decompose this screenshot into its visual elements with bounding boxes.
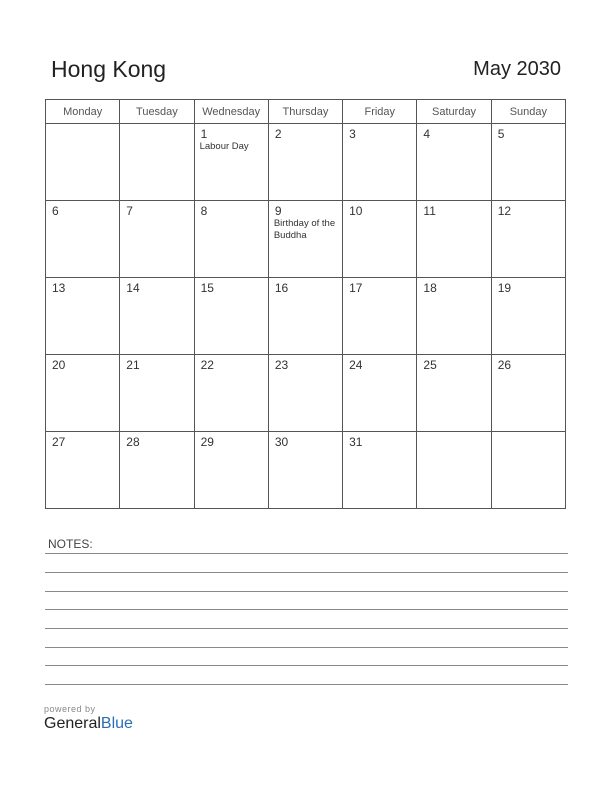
day-cell[interactable] bbox=[268, 278, 342, 355]
day-number: 3 bbox=[349, 127, 356, 141]
day-number: 6 bbox=[52, 204, 59, 218]
brand-general: General bbox=[44, 715, 101, 732]
note-line bbox=[45, 647, 568, 648]
day-number: 28 bbox=[126, 435, 140, 449]
day-number: 22 bbox=[200, 358, 214, 372]
day-cell[interactable] bbox=[417, 124, 491, 201]
day-cell[interactable] bbox=[417, 278, 491, 355]
calendar-body bbox=[46, 124, 566, 509]
day-cell[interactable] bbox=[46, 432, 120, 509]
note-line bbox=[45, 553, 568, 554]
day-number: 17 bbox=[349, 281, 363, 295]
week-row bbox=[46, 124, 566, 201]
day-number: 7 bbox=[126, 204, 133, 218]
day-number: 5 bbox=[497, 127, 505, 141]
day-number: 23 bbox=[274, 358, 289, 372]
day-cell[interactable] bbox=[194, 355, 268, 432]
week-row bbox=[46, 201, 566, 278]
calendar-region-title: Hong Kong bbox=[51, 56, 167, 82]
week-row bbox=[46, 278, 566, 355]
day-number: 20 bbox=[52, 358, 66, 372]
week-row bbox=[46, 355, 566, 432]
day-cell[interactable] bbox=[194, 278, 268, 355]
weekday-header: Tuesday bbox=[120, 100, 194, 124]
day-cell[interactable] bbox=[194, 124, 268, 201]
weekday-header: Saturday bbox=[417, 100, 491, 124]
week-row bbox=[46, 432, 566, 509]
day-cell[interactable] bbox=[343, 124, 417, 201]
note-line bbox=[45, 628, 568, 629]
day-cell[interactable] bbox=[343, 201, 417, 278]
powered-by-text: powered by bbox=[44, 704, 96, 714]
day-number: 12 bbox=[497, 204, 512, 218]
day-cell[interactable] bbox=[46, 355, 120, 432]
day-cell[interactable] bbox=[120, 201, 194, 278]
note-line bbox=[45, 591, 568, 592]
note-line bbox=[45, 665, 568, 666]
day-number: 19 bbox=[497, 281, 512, 295]
day-number: 2 bbox=[274, 127, 282, 141]
day-cell[interactable] bbox=[120, 124, 194, 201]
day-cell[interactable] bbox=[343, 432, 417, 509]
day-cell[interactable] bbox=[491, 201, 565, 278]
day-cell[interactable] bbox=[417, 201, 491, 278]
day-cell[interactable] bbox=[268, 124, 342, 201]
calendar-grid bbox=[45, 99, 566, 509]
weekday-header: Wednesday bbox=[194, 100, 268, 124]
note-line bbox=[45, 684, 568, 685]
day-number: 10 bbox=[349, 204, 363, 218]
day-cell[interactable] bbox=[268, 355, 342, 432]
day-cell[interactable] bbox=[194, 432, 268, 509]
holiday-label: Birthday of the Buddha bbox=[273, 218, 336, 241]
day-cell[interactable] bbox=[46, 124, 120, 201]
day-cell[interactable] bbox=[417, 432, 491, 509]
day-number: 21 bbox=[126, 358, 140, 372]
day-cell[interactable] bbox=[491, 355, 565, 432]
day-number: 15 bbox=[200, 281, 214, 295]
day-number: 18 bbox=[423, 281, 437, 295]
notes-label: NOTES: bbox=[48, 537, 93, 551]
day-cell[interactable] bbox=[491, 432, 565, 509]
day-number: 11 bbox=[423, 204, 436, 218]
footer-branding bbox=[44, 704, 133, 733]
day-number: 24 bbox=[349, 358, 363, 372]
note-line bbox=[45, 609, 568, 610]
brand-blue: Blue bbox=[100, 715, 133, 732]
day-cell[interactable] bbox=[268, 201, 342, 278]
weekday-header: Sunday bbox=[491, 100, 565, 124]
day-number: 16 bbox=[274, 281, 289, 295]
day-cell[interactable] bbox=[343, 355, 417, 432]
day-number: 27 bbox=[52, 435, 66, 449]
day-number: 31 bbox=[349, 435, 363, 449]
day-number: 26 bbox=[497, 358, 512, 372]
day-cell[interactable] bbox=[417, 355, 491, 432]
day-cell[interactable] bbox=[491, 278, 565, 355]
day-cell[interactable] bbox=[46, 278, 120, 355]
day-number: 8 bbox=[200, 204, 208, 218]
day-cell[interactable] bbox=[268, 432, 342, 509]
day-number: 30 bbox=[274, 435, 289, 449]
note-line bbox=[45, 572, 568, 573]
day-number: 29 bbox=[200, 435, 214, 449]
day-number: 1 bbox=[200, 127, 208, 141]
brand-logo[interactable] bbox=[44, 715, 133, 733]
day-number: 13 bbox=[52, 281, 66, 295]
day-number: 9 bbox=[274, 204, 282, 218]
day-number: 4 bbox=[423, 127, 431, 141]
day-cell[interactable] bbox=[491, 124, 565, 201]
day-cell[interactable] bbox=[46, 201, 120, 278]
day-number: 14 bbox=[126, 281, 140, 295]
day-cell[interactable] bbox=[120, 278, 194, 355]
weekday-header-row bbox=[46, 100, 566, 124]
day-cell[interactable] bbox=[120, 432, 194, 509]
holiday-label: Labour Day bbox=[199, 141, 249, 152]
calendar-month-title: May 2030 bbox=[473, 58, 561, 80]
day-number: 25 bbox=[423, 358, 437, 372]
day-cell[interactable] bbox=[120, 355, 194, 432]
weekday-header: Friday bbox=[343, 100, 417, 124]
day-cell[interactable] bbox=[194, 201, 268, 278]
weekday-header: Thursday bbox=[268, 100, 342, 124]
day-cell[interactable] bbox=[343, 278, 417, 355]
weekday-header: Monday bbox=[46, 100, 120, 124]
